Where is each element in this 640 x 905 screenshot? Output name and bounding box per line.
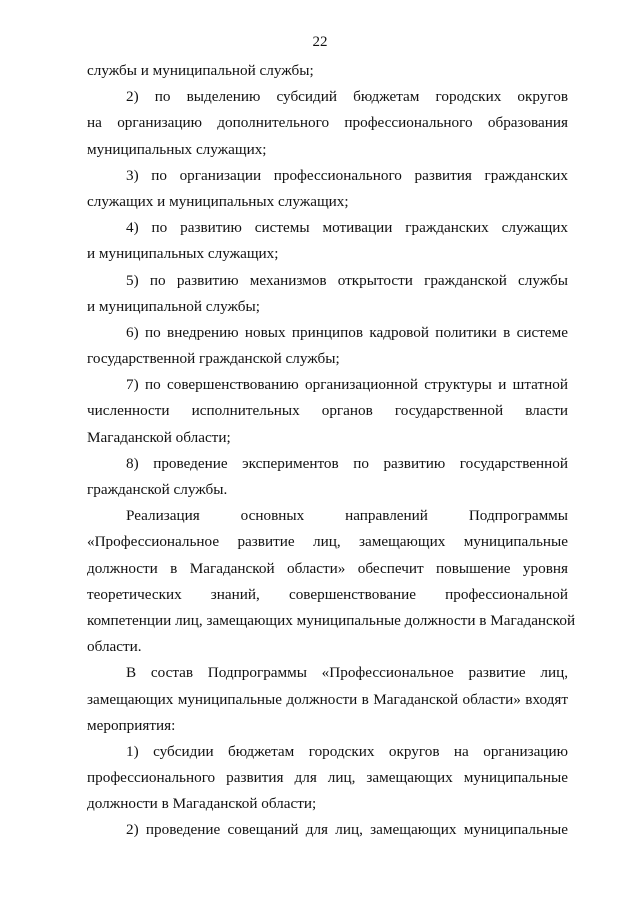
text-line: 4) по развитию системы мотивации гражданских служащих (126, 219, 568, 237)
text-line: 2) проведение совещаний для лиц, замещающих муниципальные (126, 821, 568, 839)
text-line: государственной гражданской службы; (87, 350, 340, 368)
text-line: на организацию дополнительного профессионального образования (87, 114, 568, 132)
text-line: мероприятия: (87, 716, 176, 734)
text-line: Реализация основных направлений Подпрограммы (126, 507, 568, 525)
text-line: 5) по развитию механизмов открытости гражданской службы (126, 271, 568, 289)
text-line: 2) по выделению субсидий бюджетам городских округов (126, 88, 568, 106)
text-line: служащих и муниципальных служащих; (87, 192, 349, 210)
text-line: 1) субсидии бюджетам городских округов на организацию (126, 742, 568, 760)
document-body (87, 58, 576, 844)
text-line: области. (87, 638, 142, 656)
text-line: профессионального развития для лиц, замещающих муниципальные (87, 769, 568, 787)
text-line: теоретических знаний, совершенствование профессиональной (87, 585, 568, 603)
text-line: численности исполнительных органов государственной власти (87, 402, 568, 420)
text-line: должности в Магаданской области» обеспечит повышение уровня (87, 559, 568, 577)
page-number: 22 (312, 34, 328, 50)
text-line: должности в Магаданской области; (87, 795, 317, 813)
text-line: и муниципальных служащих; (87, 245, 279, 263)
text-line: 3) по организации профессионального развития гражданских (126, 166, 568, 184)
text-line: «Профессиональное развитие лиц, замещающих муниципальные (87, 533, 568, 551)
text-line: и муниципальной службы; (87, 297, 260, 315)
text-line: Магаданской области; (87, 428, 231, 446)
text-line: гражданской службы. (87, 481, 228, 498)
text-line: замещающих муниципальные должности в Магаданской области» входят (87, 690, 568, 708)
text-line: 8) проведение экспериментов по развитию государственной (126, 454, 568, 472)
text-line: компетенции лиц, замещающих муниципальные должности в Магаданской (87, 611, 576, 629)
text-line: 6) по внедрению новых принципов кадровой политики в системе (126, 323, 568, 341)
text-line: службы и муниципальной службы; (87, 62, 314, 79)
text-line: муниципальных служащих; (87, 140, 267, 158)
text-line: В состав Подпрограммы «Профессиональное развитие лиц, (126, 664, 568, 682)
text-line: 7) по совершенствованию организационной структуры и штатной (126, 376, 568, 394)
